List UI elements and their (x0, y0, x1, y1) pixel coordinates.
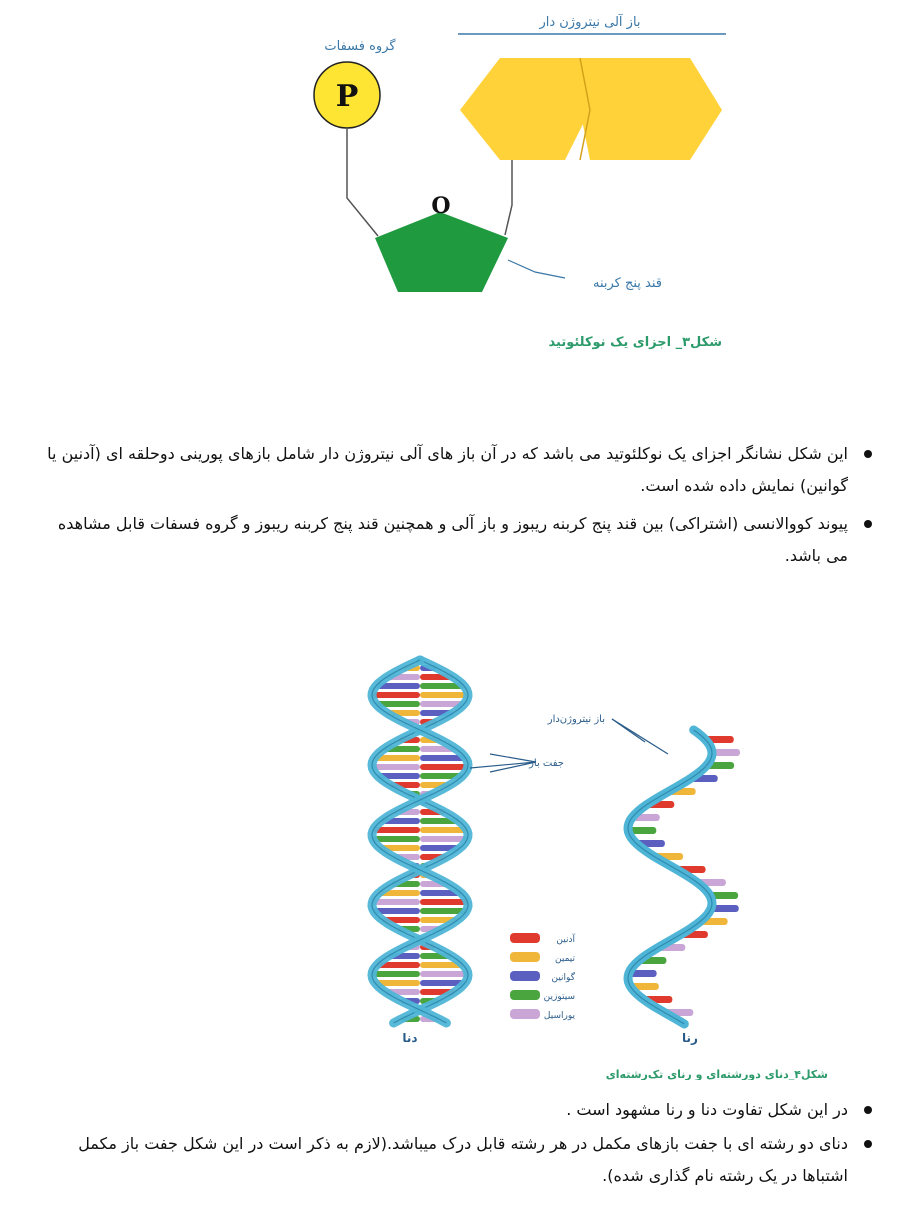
rna-label: رنا (682, 1031, 698, 1045)
base-bar (372, 692, 420, 698)
legend-label: آدنین (556, 935, 575, 945)
oxygen-symbol: O (431, 193, 451, 219)
bullet-list-bottom (40, 1094, 876, 1192)
organic-base-label: باز نیتروژن‌دار (547, 714, 605, 725)
figure2-caption: شکل۴_دنای دورشته‌ای و رنای تک‌رشته‌ای (605, 1068, 828, 1080)
legend-swatch (510, 952, 540, 962)
rna-single-strand (624, 730, 740, 1024)
base-bar (420, 836, 467, 842)
bullet-item: پیوند کووالانسی (اشتراکی) بین قند پنج کربنه ریبوز و باز آلی و همچنین قند پنج کربنه ریبوز و گروه فسفات قابل مشاهده می باشد. (40, 508, 876, 572)
base-legend (510, 933, 576, 1021)
legend-label: سیتوزین (543, 992, 575, 1002)
phosphate-label: گروه فسفات (324, 39, 396, 54)
figure1-caption: شکل۳_ اجزای یک نوکلئوتید (548, 335, 722, 350)
phosphate-symbol: P (335, 79, 359, 114)
base-bar (372, 899, 420, 905)
base-bar (420, 692, 468, 698)
base-bar (420, 971, 468, 977)
dna-double-helix (372, 660, 468, 1023)
bullet-list-top (40, 438, 876, 572)
legend-swatch (510, 933, 540, 943)
sugar-label: قند پنج کربنه (592, 276, 662, 291)
base-bar (372, 971, 420, 977)
legend-swatch (510, 1009, 540, 1019)
base-bar (420, 764, 468, 770)
bullet-item: در این شکل تفاوت دنا و رنا مشهود است . (40, 1094, 876, 1126)
bullet-item: دنای دو رشته ای با جفت بازهای مکمل در هر رشته قابل درک میباشد.(لازم به ذکر است در این شکل جفت باز مکمل اشتباها در یک رشته نام گذاری شده). (40, 1128, 876, 1192)
base-label: باز آلی نیتروژن دار (539, 15, 641, 30)
base-bar (373, 836, 420, 842)
bullet-item: این شکل نشانگر اجزای یک نوکلئوتید می باشد که در آن باز های آلی نیتروژن دار شامل بازهای پورینی دوحلقه ای (آدنین یا گوانین) نمایش داده شده است. (40, 438, 876, 502)
annotation-lines (470, 719, 668, 772)
base-bar (420, 899, 468, 905)
sugar-pentagon (375, 212, 508, 292)
legend-swatch (510, 990, 540, 1000)
base-pair-label: جفت باز (529, 758, 564, 769)
dna-rna-figure (350, 650, 830, 1080)
base-ring-left (460, 58, 590, 160)
base-ring-right (580, 58, 722, 160)
base-bar (372, 764, 420, 770)
legend-label: یوراسیل (543, 1011, 575, 1021)
rna-backbone-strand (628, 730, 712, 1024)
dna-label: دنا (402, 1031, 418, 1045)
nucleotide-figure (290, 0, 750, 370)
legend-label: گوانین (551, 973, 575, 983)
legend-swatch (510, 971, 540, 981)
sugar-base-bond (505, 160, 512, 235)
legend-label: تیمین (555, 954, 575, 964)
phosphate-sugar-bond (347, 128, 378, 236)
